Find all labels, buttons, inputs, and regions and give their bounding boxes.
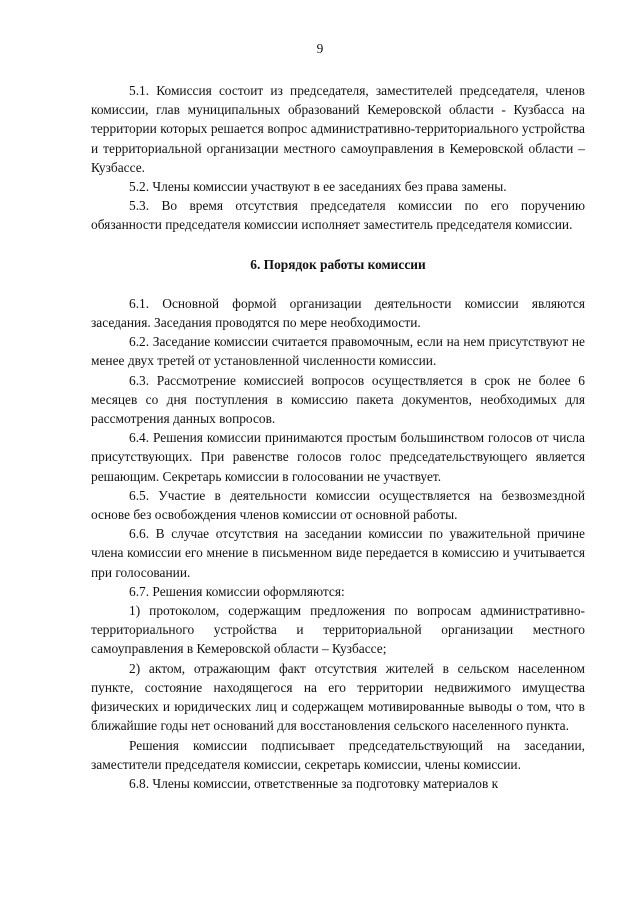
paragraph-signatures: Решения комиссии подписывает председательствующий на заседании, заместители председателя комиссии, секретарь комиссии, члены комиссии. <box>91 737 585 772</box>
paragraph-5-1: 5.1. Комиссия состоит из председателя, заместителей председателя, членов комиссии, глав муниципальных образований Кемеровской области - Кузбасса на территории которых решается вопрос административно-территориального устройства и территориальной организации местного самоуправления в Кемеровской области – Кузбассе. <box>91 83 585 175</box>
paragraph-6-1: 6.1. Основной формой организации деятельности комиссии являются заседания. Заседания проводятся по мере необходимости. <box>91 295 585 331</box>
list-item-protocol: 1) протоколом, содержащим предложения по вопросам административно-территориального устройства и территориальной организации местного самоуправления в Кемеровской области – Кузбассе; <box>91 603 585 657</box>
page-number: 9 <box>316 41 324 56</box>
section-6-heading: 6. Порядок работы комиссии <box>250 256 426 272</box>
paragraph-6-5: 6.5. Участие в деятельности комиссии осуществляется на безвозмездной основе без освобождения членов комиссии от основной работы. <box>91 487 585 523</box>
paragraph-6-8: 6.8. Члены комиссии, ответственные за подготовку материалов к <box>129 775 499 791</box>
paragraph-6-4: 6.4. Решения комиссии принимаются простым большинством голосов от числа присутствующих. При равенстве голосов голос председательствующего является решающим. Секретарь комиссии в голосовании не участвует. <box>91 430 585 484</box>
list-item-act: 2) актом, отражающим факт отсутствия жителей в сельском населенном пункте, состояние находящегося на его территории недвижимого имущества физических и юридических лиц и содержащем мотивированные выводы о том, что в ближайшие годы нет оснований для восстановления сельского населенного пункта. <box>91 660 585 734</box>
paragraph-6-2: 6.2. Заседание комиссии считается правомочным, если на нем присутствуют не менее двух третей от установленной численности комиссии. <box>91 334 585 369</box>
paragraph-6-3: 6.3. Рассмотрение комиссией вопросов осуществляется в срок не более 6 месяцев со дня поступления в комиссию пакета документов, необходимых для рассмотрения данных вопросов. <box>91 372 585 427</box>
document-body <box>91 81 585 793</box>
paragraph-5-2: 5.2. Члены комиссии участвуют в ее заседаниях без права замены. <box>129 179 507 195</box>
paragraph-6-7: 6.7. Решения комиссии оформляются: <box>129 583 345 599</box>
paragraph-6-6: 6.6. В случае отсутствия на заседании комиссии по уважительной причине члена комиссии его мнение в письменном виде передается в комиссию и учитывается при голосовании. <box>91 526 585 580</box>
paragraph-5-3: 5.3. Во время отсутствия председателя комиссии по его поручению обязанности председателя комиссии исполняет заместитель председателя комиссии. <box>91 198 585 233</box>
